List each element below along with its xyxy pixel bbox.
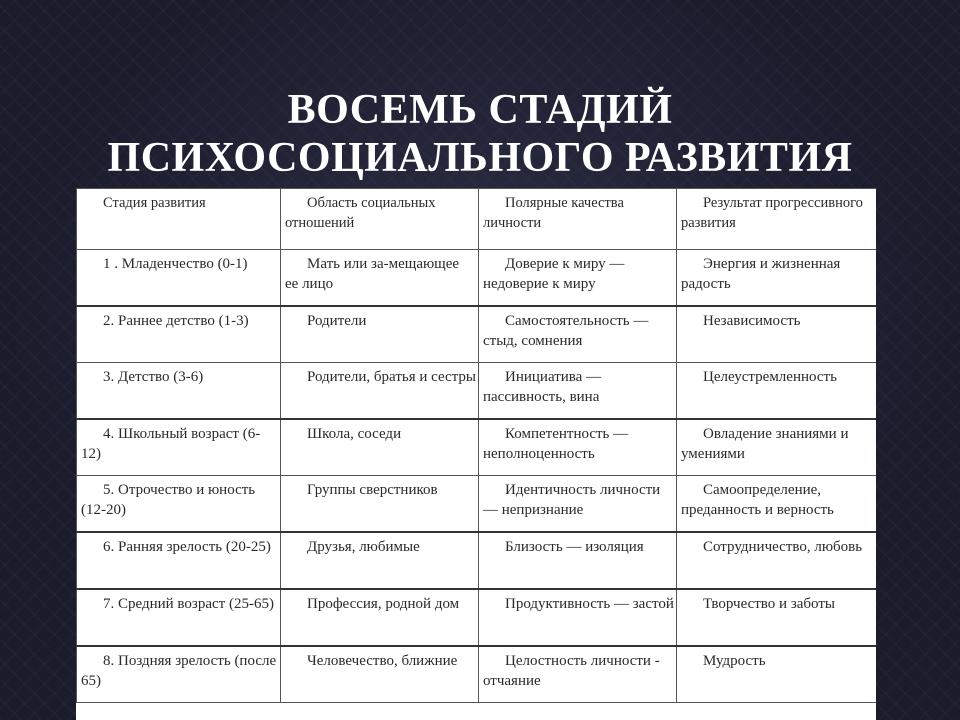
cell-social-text: Друзья, любимые: [307, 539, 420, 555]
cell-result-text: Энергия и жизненная радость: [681, 256, 841, 292]
cell-social: [281, 306, 479, 363]
cell-qualities-text: Продуктивность — застой: [505, 596, 674, 612]
cell-qualities-text: Идентичность личности — непризнание: [483, 482, 661, 518]
cell-social-text: Мать или за-мещающее ее лицо: [285, 256, 460, 292]
cell-social-text: Человечество, ближние: [307, 653, 458, 669]
cell-stage-text: 4. Школьный возраст (6-12): [81, 426, 261, 462]
stages-table: [76, 188, 876, 703]
header-stage: [77, 189, 281, 250]
header-result: [677, 189, 877, 250]
cell-qualities-text: Инициатива — пассивность, вина: [483, 369, 602, 405]
stages-table-container: [76, 188, 876, 720]
cell-qualities: [479, 250, 677, 307]
table-header-row: [77, 189, 877, 250]
cell-result: [677, 532, 877, 589]
cell-social: [281, 363, 479, 420]
cell-stage-text: 1 . Младенчество (0-1): [103, 256, 248, 272]
cell-result: [677, 419, 877, 476]
cell-stage: [77, 419, 281, 476]
cell-stage-text: 5. Отрочество и юность (12-20): [81, 482, 256, 518]
slide-title: [0, 86, 960, 182]
header-social-relations: [281, 189, 479, 250]
header-stage-label: Стадия развития: [103, 195, 206, 211]
cell-result-text: Творчество и заботы: [703, 596, 835, 612]
cell-qualities: [479, 532, 677, 589]
cell-qualities: [479, 646, 677, 703]
cell-qualities-text: Близость — изоляция: [505, 539, 644, 555]
cell-qualities: [479, 306, 677, 363]
header-polar-qualities: [479, 189, 677, 250]
header-polar-qualities-label: Полярные качества личности: [483, 195, 624, 231]
cell-social: [281, 419, 479, 476]
cell-social: [281, 589, 479, 646]
cell-stage-text: 8. Поздняя зрелость (после 65): [81, 653, 277, 689]
table-row: [77, 532, 877, 589]
cell-stage: [77, 363, 281, 420]
cell-stage-text: 3. Детство (3-6): [103, 369, 204, 385]
cell-qualities-text: Компетентность — неполноценность: [483, 426, 629, 462]
cell-result-text: Овладение знаниями и умениями: [681, 426, 849, 462]
cell-result-text: Независимость: [703, 313, 801, 329]
cell-stage: [77, 306, 281, 363]
cell-stage: [77, 532, 281, 589]
cell-result: [677, 363, 877, 420]
cell-stage: [77, 476, 281, 533]
cell-qualities-text: Самостоятельность — стыд, сомнения: [483, 313, 649, 349]
cell-stage-text: 2. Раннее детство (1-3): [103, 313, 249, 329]
cell-stage: [77, 250, 281, 307]
cell-social: [281, 532, 479, 589]
slide-title-line-1: ВОСЕМЬ СТАДИЙ: [287, 87, 673, 133]
cell-stage: [77, 646, 281, 703]
cell-result: [677, 476, 877, 533]
header-result-label: Результат прогрессивного развития: [681, 195, 863, 231]
header-social-relations-label: Область социальных отношений: [285, 195, 436, 231]
cell-result-text: Мудрость: [703, 653, 766, 669]
table-row: [77, 363, 877, 420]
table-row: [77, 250, 877, 307]
cell-social-text: Группы сверстников: [307, 482, 438, 498]
cell-qualities: [479, 476, 677, 533]
table-row: [77, 646, 877, 703]
cell-qualities: [479, 419, 677, 476]
cell-result: [677, 250, 877, 307]
table-row: [77, 306, 877, 363]
cell-result-text: Целеустремленность: [703, 369, 837, 385]
table-row: [77, 589, 877, 646]
cell-social: [281, 250, 479, 307]
cell-stage-text: 7. Средний возраст (25-65): [103, 596, 274, 612]
cell-social: [281, 646, 479, 703]
slide-title-line-2: ПСИХОСОЦИАЛЬНОГО РАЗВИТИЯ: [107, 135, 853, 181]
cell-qualities: [479, 589, 677, 646]
cell-social-text: Профессия, родной дом: [307, 596, 460, 612]
cell-result-text: Сотрудничество, любовь: [703, 539, 863, 555]
cell-social-text: Родители: [307, 313, 367, 329]
cell-result: [677, 589, 877, 646]
cell-social-text: Школа, соседи: [307, 426, 402, 442]
table-row: [77, 476, 877, 533]
cell-stage-text: 6. Ранняя зрелость (20-25): [103, 539, 271, 555]
cell-result: [677, 306, 877, 363]
cell-result: [677, 646, 877, 703]
cell-result-text: Самоопределение, преданность и верность: [681, 482, 834, 518]
cell-qualities-text: Целостность личности - отчаяние: [483, 653, 660, 689]
cell-social: [281, 476, 479, 533]
table-row: [77, 419, 877, 476]
cell-stage: [77, 589, 281, 646]
cell-social-text: Родители, братья и сестры: [307, 369, 476, 385]
cell-qualities: [479, 363, 677, 420]
cell-qualities-text: Доверие к миру — недоверие к миру: [483, 256, 625, 292]
